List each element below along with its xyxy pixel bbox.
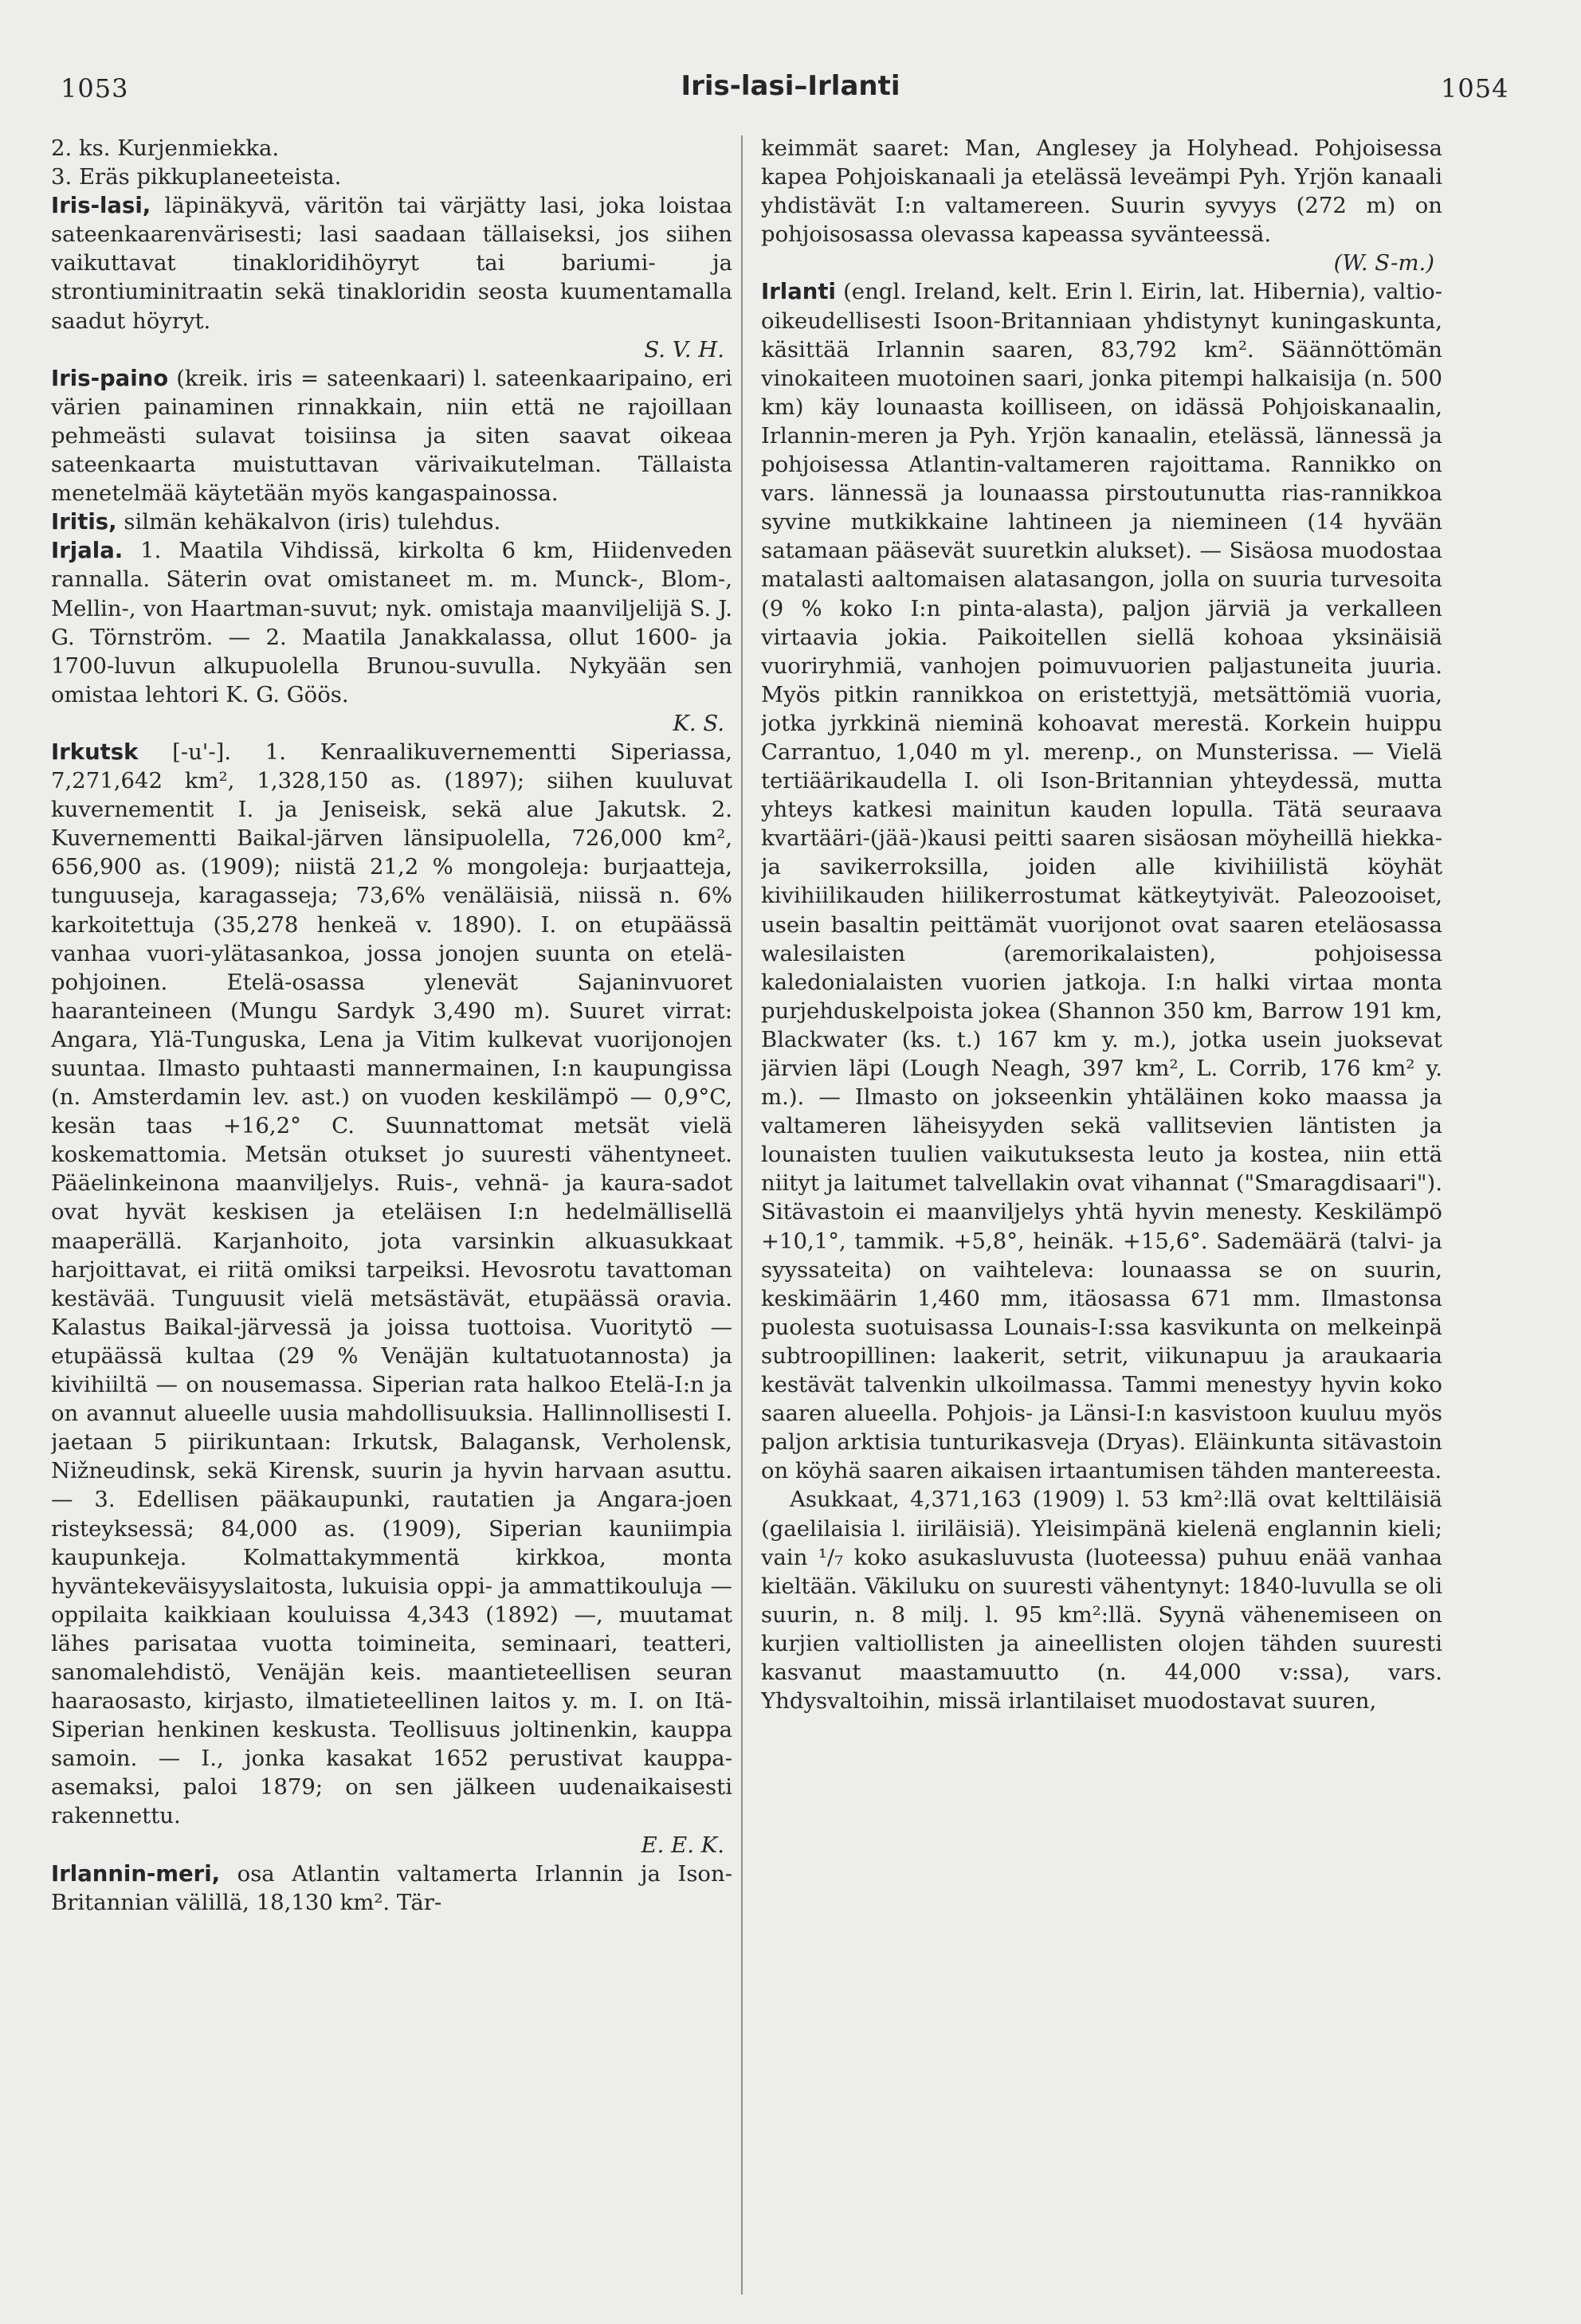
entry-iris-lasi <box>51 191 732 364</box>
section-asukkaat: Asukkaat, 4,371,163 (1909) l. 53 km²:llä ovat kelttiläisiä (gaelilaisia l. iiriläisiä). Yleisimpänä kielenä englannin kieli; vain ¹/₇ koko asukasluvusta (luoteessa) puhuu enää vanhaa kieltään. Väkiluku on suuresti vähentynyt: 1840-luvulla se oli suurin, n. 8 milj. l. 95 km²:llä. Syynä vähenemiseen on kurjien valtiollisten ja aineellisten olojen tähden suuresti kasvanut maastamuutto (n. 44,000 v:ssa), vars. Yhdysvaltoihin, missä irlantilaiset muodostavat suuren, <box>761 1487 1442 1715</box>
entry-irlannin-meri-text: osa Atlantin valtamerta Irlannin ja Ison-Britannian välillä, 18,130 km². Tär- <box>51 1860 732 1915</box>
headword-irjala: Irjala. <box>51 538 124 564</box>
page-header <box>0 0 1581 120</box>
entry-iritis-text: silmän kehäkalvon (iris) tulehdus. <box>124 509 501 535</box>
headword-irlannin-meri: Irlannin-meri, <box>51 1860 221 1887</box>
entry-irlanti-text: (engl. Ireland, kelt. Erin l. Eirin, lat. Hibernia), valtio-oikeudellisesti Isoon-Britanniaan yhdistynyt kuningaskunta, käsittää Irlannin saaren, 83,792 km². Säännöttömän vinokaiteen muotoinen saari, jonka pitempi halkaisija (n. 500 km) käy lounaasta koilliseen, on idässä Pohjoiskanaalin, Irlannin-meren ja Pyh. Yrjön kanaalin, etelässä, lännessä ja pohjoisessa Atlantin-valtameren rajoittama. Rannikko on vars. lännessä ja lounaassa pirstoutunutta rias-rannikkoa syvine mutkikkaine lahtineen ja niemineen (14 hyvään satamaan pääsevät suuretkin alukset). — Sisäosa muodostaa matalasti aaltomaisen alatasangon, jolla on suuria turvesoita (9 % koko I:n pinta-alasta), paljon järviä ja verkalleen virtaavia jokia. Paikoitellen siellä kohoaa yksinäisiä vuoriryhmiä, vanhojen poimuvuorien paljastuneita juuria. Myös pitkin rannikkoa on eristettyjä, metsättömiä vuoria, jotka jyrkkinä nieminä kohoavat merestä. Korkein huippu Carrantuo, 1,040 m yl. merenp., on Munsterissa. — Vielä tertiäärikaudella I. oli Ison-Britannian yhteydessä, mutta yhteys katkesi mainitun kauden lopulla. Tätä seuraava kvartääri-(jää-)kausi peitti saaren sisäosan möyheillä hiekka- ja savikerroksilla, joiden alle kivihiilistä köyhät kivihiilikauden hiilikerrostumat kätkeytyivät. Paleozooiset, usein basaltin peittämät vuorijonot ovat saaren eteläosassa walesilaisten (aremorikalaisten), pohjoisessa kaledonialaisten vuorien jatkoja. I:n halki virtaa monta purjehduskelpoista jokea (Shannon 350 km, Barrow 191 km, Blackwater (ks. t.) 167 km y. m.), jotka usein juoksevat järvien läpi (Lough Neagh, 397 km², L. Corrib, 176 km² y. m.). — Ilmasto on jokseenkin yhtäläinen koko maassa ja valtameren läheisyyden sekä vallitsevien läntisten ja lounaisten tuulien vaikutuksesta leuto ja kostea, niin että niityt ja laitumet talvellakin ovat vihannat ("Smaragdisaari"). Sitävastoin ei maanviljelys yhtä hyvin menesty. Keskilämpö +10,1°, tammik. +5,8°, heinäk. +15,6°. Sademäärä (talvi- ja syyssateita) on vaihteleva: lounaassa se on suurin, keskimäärin 1,460 mm, itäosassa 671 mm. Ilmastonsa puolesta suotuisassa Lounais-I:ssa kasvikunta on melkeinpä subtroopillinen: laakerit, setrit, viikunapuu ja araukaaria kestävät talvenkin ulkoilmassa. Tammi menestyy hyvin koko saaren alueella. Pohjois- ja Länsi-I:n kasvistoon kuuluu myös paljon arktisia tunturikasveja (Dryas). Eläinkunta sitävastoin on köyhä saaren aikaisen irtaantumisen tähden mantereesta. <box>761 279 1442 1484</box>
headword-irlanti: Irlanti <box>761 279 836 305</box>
running-title-right: Irlanti <box>807 70 900 102</box>
continued-text: keimmät saaret: Man, Anglesey ja Holyhead. Pohjoisessa kapea Pohjoiskanaali ja etelässä leveämpi Pyh. Yrjön kanaali yhdistävät I:n valtamereen. Suurin syvyys (272 m) on pohjoisosassa olevassa kapeassa syvänteessä. <box>761 135 1442 248</box>
entry-iris-paino <box>51 364 732 508</box>
right-column <box>761 134 1442 2301</box>
headword-irkutsk: Irkutsk <box>51 739 139 765</box>
signature: S. V. H. <box>644 336 724 363</box>
signature: (W. S-m.) <box>1333 250 1434 276</box>
entry-irjala <box>51 536 732 738</box>
running-title-left: Iris-lasi <box>681 70 794 102</box>
entry-irkutsk-text: [-u'-]. 1. Kenraalikuvernementti Siperiassa, 7,271,642 km², 1,328,150 as. (1897); siihen kuuluvat kuvernementit I. ja Jeniseisk, sekä alue Jakutsk. 2. Kuvernementti Baikal-järven länsipuolella, 726,000 km², 656,900 as. (1909); niistä 21,2 % mongoleja: burjaatteja, tunguuseja, karagasseja; 73,6% venäläisiä, niissä n. 6% karkoitettuja (35,278 henkeä v. 1890). I. on etupäässä vanhaa vuori-ylätasankoa, jossa jonojen suunta on etelä-pohjoinen. Etelä-osassa ylenevät Sajaninvuoret haaranteineen (Mungu Sardyk 3,490 m). Suuret virrat: Angara, Ylä-Tunguska, Lena ja Vitim kulkevat vuorijonojen suuntaa. Ilmasto puhtaasti mannermainen, I:n kaupungissa (n. Amsterdamin lev. ast.) on vuoden keskilämpö — 0,9°C, kesän taas +16,2° C. Suunnattomat metsät vielä koskemattomia. Metsän otukset jo suuresti vähentyneet. Pääelinkeinona maanviljelys. Ruis-, vehnä- ja kaura-sadot ovat hyvät keskisen ja eteläisen I:n hedelmällisellä maaperällä. Karjanhoito, jota varsinkin alkuasukkaat harjoittavat, ei riitä omiksi tarpeiksi. Hevosrotu tavattoman kestävää. Tunguusit vielä metsästävät, etupäässä oravia. Kalastus Baikal-järvessä ja joissa tuottoisa. Vuoritytö — etupäässä kultaa (29 % Venäjän kultatuotannosta) ja kivihiiltä — on nousemassa. Siperian rata halkoo Etelä-I:n ja on avannut alueelle uusia mahdollisuuksia. Hallinnollisesti I. jaetaan 5 piirikuntaan: Irkutsk, Balagansk, Verholensk, Nižneudinsk, sekä Kirensk, suurin ja hyvin harvaan asuttu. — 3. Edellisen pääkaupunki, rautatien ja Angara-joen risteyksessä; 84,000 as. (1909), Siperian kauniimpia kaupunkeja. Kolmattakymmentä kirkkoa, monta hyväntekeväisyyslaitosta, lukuisia oppi- ja ammattikouluja — oppilaita kaikkiaan kouluissa 4,343 (1892) —, muutamat lähes parisataa vuotta toimineita, seminaari, teatteri, sanomalehdistö, Venäjän keis. maantieteellisen seuran haaraosasto, kirjasto, ilmatieteellinen laitos y. m. I. on Itä-Siperian henkinen keskusta. Teollisuus joltinenkin, kauppa samoin. — I., jonka kasakat 1652 perustivat kauppa-asemaksi, paloi 1879; on sen jälkeen uudenaikaisesti rakennettu. <box>51 739 732 1829</box>
entry-irlanti <box>761 277 1442 1485</box>
signature: E. E. K. <box>641 1832 724 1858</box>
entry-irkutsk <box>51 738 732 1860</box>
left-page-number: 1053 <box>61 73 129 104</box>
entry-irlannin-meri <box>51 1860 732 1917</box>
entry-irlannin-meri-continued <box>761 134 1442 277</box>
column-divider <box>741 135 743 2295</box>
entry-iris-paino-text: (kreik. iris = sateenkaari) l. sateenkaaripaino, eri värien painaminen rinnakkain, niin että ne rajoillaan pehmeästi sulavat toisiinsa ja siten saavat oikeaa sateenkaarta muistuttavan värivaikutelman. Tällaista menetelmää käytetään myös kangaspainossa. <box>51 365 732 507</box>
headword-iris-paino: Iris-paino <box>51 365 169 391</box>
kurjenmiekka-ref: 2. ks. Kurjenmiekka. <box>51 135 280 161</box>
headword-iris-lasi: Iris-lasi, <box>51 193 151 219</box>
running-title-separator: – <box>794 70 808 102</box>
left-column <box>51 134 732 2301</box>
headword-iritis: Iritis, <box>51 509 117 535</box>
right-page-number: 1054 <box>1441 73 1509 104</box>
entry-irjala-text: 1. Maatila Vihdissä, kirkolta 6 km, Hiidenveden rannalla. Säterin ovat omistaneet m. m. Munck-, Blom-, Mellin-, von Haartman-suvut; nyk. omistaja maanviljelijä S. J. G. Törnström. — 2. Maatila Janakkalassa, ollut 1600- ja 1700-luvun alkupuolella Brunou-suvulla. Nykyään sen omistaa lehtori K. G. Göös. <box>51 538 732 707</box>
entry-iris-lasi-text: läpinäkyvä, väritön tai värjätty lasi, joka loistaa sateenkaarenvärisesti; lasi saadaan tällaiseksi, jos siihen vaikuttavat tinakloridihöyryt tai bariumi- ja strontiuminitraatin sekä tinakloridin seosta kuumentamalla saadut höyryt. <box>51 193 732 334</box>
running-title <box>0 70 1581 102</box>
signature: K. S. <box>673 710 724 736</box>
entry-iritis <box>51 508 732 536</box>
pikkuplaneetta-def: 3. Eräs pikkuplaneeteista. <box>51 164 342 190</box>
